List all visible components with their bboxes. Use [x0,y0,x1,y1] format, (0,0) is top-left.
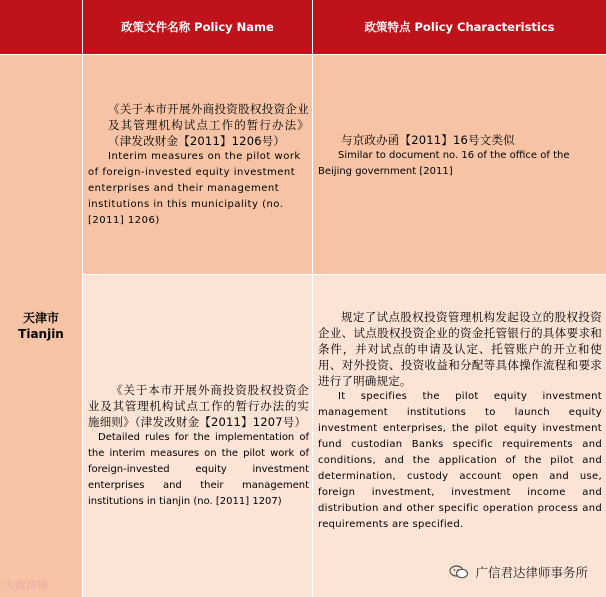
row-divider [0,54,606,55]
header-corner [0,0,82,54]
table-row-1-policy-name [83,55,312,274]
policy-name-zh: 《关于本市开展外商投资股权投资企业及其管理机构试点工作的暂行办法》（津发改财金【2011】1206号） [108,101,309,148]
watermark-right-text: 广信君达律师事务所 [475,565,588,580]
city-name-zh: 天津市 [22,311,59,325]
header-policy-characteristics: 政策特点 Policy Characteristics [313,0,606,54]
city-name-en: Tianjin [18,327,64,341]
wechat-icon [449,565,469,579]
city-cell [0,55,82,597]
policy-name-en: Detailed rules for the implementation of the interim measures on the pilot work of foreign-invested equity investment enterprises and their management institutions in tianjin (no. [2011] 1207) [88,432,309,507]
header-policy-name: 政策文件名称 Policy Name [83,0,312,54]
characteristics-zh: 与京政办函【2011】16号文类似 [341,132,515,147]
policy-name-en: Interim measures on the pilot work of foreign-invested equity investment enterprises and their management institutions in this municipality (no. [2011] 1206) [88,150,301,226]
characteristics-zh: 规定了试点股权投资管理机构发起设立的股权投资企业、试点股权投资企业的资金托管银行的具体要求和条件，并对试点的申请及认定、托管账户的开立和使用、对外投资、投资收益和分配等具体操作流程和要求进行了明确规定。 [318,310,602,388]
watermark-right [449,563,588,581]
table-row-2-policy-name [83,275,312,597]
watermark-left: 大数跨境 [4,579,48,592]
characteristics-en: Similar to document no. 16 of the office of the Beijing government [2011] [318,149,570,177]
column-divider [82,0,83,597]
policy-name-zh: 《关于本市开展外商投资股权投资企业及其管理机构试点工作的暂行办法的实施细则》（津发改财金【2011】1207号） [88,383,309,429]
column-divider [312,0,313,597]
table-row-1-characteristics [313,55,606,274]
characteristics-en: It specifies the pilot equity investment management institutions to launch equity investment enterprises, the pilot equity investment fund custodian Banks specific requirements and conditions, and the application of the pilot and determination, custody account open and use, foreign investment, investment income and distribution and other specific operation process and requirements are specified. [318,391,602,530]
table-row-2-characteristics [313,275,606,597]
row-divider [83,274,606,275]
